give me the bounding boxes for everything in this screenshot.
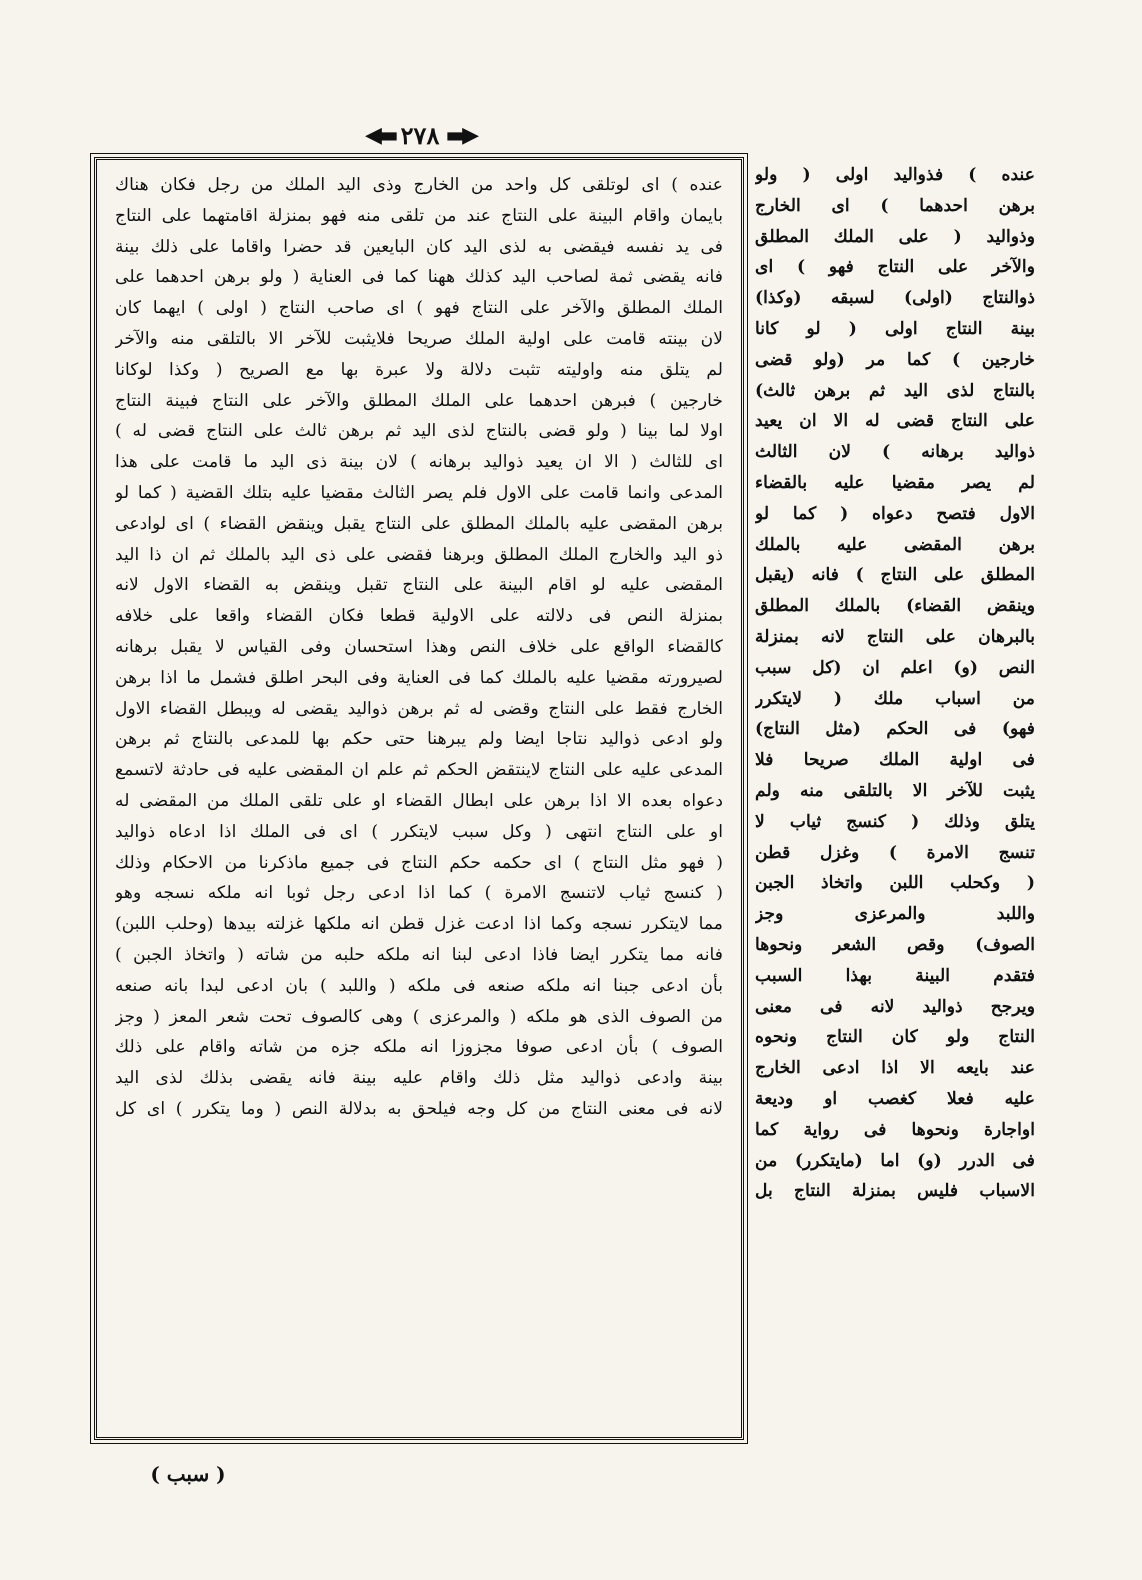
right-ornament-icon: ▬▶ bbox=[445, 122, 476, 148]
commentary-line: الملك المطلق والآخر على النتاج فهو ) اى صاحب النتاج ( اولى ) ايهما كان bbox=[115, 298, 723, 319]
matn-line: الاول فتصح دعواه ( كما لو bbox=[755, 503, 1035, 524]
matn-line: خارجين ) كما مر (ولو قضى bbox=[755, 349, 1035, 370]
commentary-line: عنده ) اى لوتلقى كل واحد من الخارج وذى اليد الملك من رجل فكان هناك bbox=[115, 175, 723, 195]
matn-line: برهن احدهما ) اى الخارج bbox=[755, 195, 1035, 216]
commentary-frame bbox=[94, 157, 744, 1440]
matn-line: من اسباب ملك ( لايتكرر bbox=[755, 688, 1035, 709]
matn-line: فهو) فى الحكم (مثل النتاج) bbox=[755, 719, 1035, 740]
matn-line: فى الدرر (و) اما (مايتكرر) من bbox=[755, 1150, 1035, 1171]
left-ornament-icon: ◀▬ bbox=[364, 122, 395, 148]
matn-line: ويرجح ذواليد لانه فى معنى bbox=[755, 996, 1035, 1017]
commentary-line: ولو ادعى ذواليد نتاجا ايضا ولم يبرهنا حتى حكم بها للمدعى بالنتاج ثم برهن bbox=[115, 729, 723, 750]
commentary-line: الصوف ) بأن ادعى صوفا مجزوزا انه ملكه جزه من شاته واقام على ذلك bbox=[115, 1037, 723, 1058]
commentary-line: بمنزلة النص فى دلالته على الاولية قطعا فكان القضاء واقعا على خلافه bbox=[115, 606, 723, 627]
commentary-line: من الصوف الذى هو ملكه ( والمرعزى ) وهى كالصوف تحت شعر المعز ( وجز bbox=[115, 1006, 723, 1027]
matn-column bbox=[755, 160, 1035, 1440]
commentary-line: برهن المقضى عليه بالملك المطلق على النتاج يقبل وينقض القضاء ) اى لوادعى bbox=[115, 513, 723, 534]
matn-line: واللبد والمرعزى وجز bbox=[755, 904, 1035, 925]
catchword: ( سبب ) bbox=[150, 1462, 226, 1486]
commentary-line: كالقضاء الواقع على خلاف النص وهذا استحسان وفى القياس لا يقبل برهانه bbox=[115, 636, 723, 657]
commentary-line: لصيرورته مقضيا عليه بالملك كما فى العناية وفى البحر اطلق فشمل ما اذا برهن bbox=[115, 667, 723, 688]
matn-line: يتلق وذلك ( كنسج ثياب لا bbox=[755, 811, 1035, 832]
matn-line: المطلق على النتاج ) فانه (يقبل bbox=[755, 565, 1035, 586]
matn-line: الصوف) وقص الشعر ونحوها bbox=[755, 934, 1035, 955]
commentary-line: فانه مما يتكرر ايضا فاذا ادعى لبنا انه ملكه حلبه من شاته ( واتخاذ الجبن ) bbox=[115, 944, 723, 965]
matn-line: وذواليد ( على الملك المطلق bbox=[755, 226, 1035, 247]
commentary-line: بينة وادعى ذواليد مثل ذلك واقام عليه بينة فانه يقضى بذلك لذى اليد bbox=[115, 1068, 723, 1089]
matn-line: الاسباب فليس بمنزلة النتاج بل bbox=[755, 1181, 1035, 1202]
matn-line: ذوالنتاج (اولى) لسبقه (وكذا) bbox=[755, 288, 1035, 309]
matn-line: النص (و) اعلم ان (كل سبب bbox=[755, 657, 1035, 678]
commentary-line: المدعى وانما قامت على الاول فلم يصر الثالث مقضيا عليه بتلك القضية ( كما لو bbox=[115, 482, 723, 503]
matn-line: فى اولية الملك صريحا فلا bbox=[755, 750, 1035, 771]
matn-line: لم يصر مقضيا عليه بالقضاء bbox=[755, 472, 1035, 493]
commentary-line: بأن ادعى جبنا انه ملكه صنعه فى ملكه ( واللبد ) بان ادعى لبدا بانه صنعه bbox=[115, 975, 723, 996]
matn-line: ( وكحلب اللبن واتخاذ الجبن bbox=[755, 873, 1035, 894]
matn-line: عند بايعه الا اذا ادعى الخارج bbox=[755, 1058, 1035, 1079]
commentary-line: المقضى عليه لو اقام البينة على النتاج تقبل وينقض به القضاء الاول لانه bbox=[115, 575, 723, 596]
commentary-line: لم يتلق منه واوليته تثبت دلالة ولا عبرة بها مع الصريح ( وكذا لوكانا bbox=[115, 359, 723, 380]
commentary-line: مما لايتكرر نسجه وكما اذا ادعت غزل قطن انه ملكها غزلته بيدها (وحلب اللبن) bbox=[115, 914, 723, 935]
commentary-line: اولا لما بينا ( ولو قضى بالنتاج لذى اليد ثم برهن ثالث على النتاج قضى له ) bbox=[115, 421, 723, 442]
matn-line: النتاج ولو كان النتاج ونحوه bbox=[755, 1027, 1035, 1048]
matn-line: برهن المقضى عليه بالملك bbox=[755, 534, 1035, 555]
matn-line: يثبت للآخر الا بالتلقى منه ولم bbox=[755, 780, 1035, 801]
commentary-line: ( كنسج ثياب لاتنسج الامرة ) كما اذا ادعى رجل ثوبا انه ملكه نسجه وهو bbox=[115, 883, 723, 904]
commentary-line: لانه فى معنى النتاج من كل وجه فيلحق به بدلالة النص ( وما يتكرر ) اى كل bbox=[115, 1098, 723, 1119]
commentary-line: فانه يقضى ثمة لصاحب اليد كذلك ههنا كما فى العناية ( ولو برهن احدهما على bbox=[115, 267, 723, 288]
matn-line: عليه فعلا كغصب او وديعة bbox=[755, 1088, 1035, 1109]
matn-line: بينة النتاج اولى ( لو كانا bbox=[755, 318, 1035, 339]
matn-line: عنده ) فذواليد اولى ( ولو bbox=[755, 165, 1035, 185]
matn-line: تنسج الامرة ) وغزل قطن bbox=[755, 842, 1035, 863]
matn-line: فتقدم البينة بهذا السبب bbox=[755, 965, 1035, 986]
matn-line: اواجارة ونحوها فى رواية كما bbox=[755, 1119, 1035, 1140]
commentary-line: ذو اليد والخارج الملك المطلق وبرهنا فقضى على ذى اليد بالملك ثم ان ذا اليد bbox=[115, 544, 723, 565]
commentary-line: ( فهو مثل النتاج ) اى حكمه حكم النتاج فى جميع ماذكرنا من الاحكام وذلك bbox=[115, 852, 723, 873]
commentary-line: فى يد نفسه فيقضى به لذى اليد كان البايعين قد حضرا واقاما على ذلك بينة bbox=[115, 236, 723, 257]
commentary-line: بايمان واقام البينة على النتاج عند من تلقى منه فهو بمنزلة اقامتهما على النتاج bbox=[115, 205, 723, 226]
matn-line: وينقض القضاء) بالملك المطلق bbox=[755, 596, 1035, 617]
commentary-line: او على النتاج انتهى ( وكل سبب لايتكرر ) اى فى الملك اذا ادعاه ذواليد bbox=[115, 821, 723, 842]
commentary-line: خارجين ) فبرهن احدهما على الملك المطلق والآخر على النتاج فبينة النتاج bbox=[115, 390, 723, 411]
matn-line: بالنتاج لذى اليد ثم برهن ثالث) bbox=[755, 380, 1035, 401]
commentary-line: اى للثالث ( الا ان يعيد ذواليد برهانه ) لان بينة ذى اليد ما قامت على هذا bbox=[115, 452, 723, 473]
commentary-line: المدعى عليه على النتاج لاينتقض الحكم ثم علم ان المقضى عليه فى حادثة لاتسمع bbox=[115, 760, 723, 781]
page-number bbox=[335, 118, 505, 152]
commentary-line: دعواه بعده الا اذا برهن على ابطال القضاء او على تلقى الملك من المقضى له bbox=[115, 790, 723, 811]
matn-line: بالبرهان على النتاج لانه بمنزلة bbox=[755, 626, 1035, 647]
matn-line: والآخر على النتاج فهو ) اى bbox=[755, 257, 1035, 278]
matn-line: ذواليد برهانه ) لان الثالث bbox=[755, 442, 1035, 463]
commentary-line: لان بينته قامت على اولية الملك صريحا فلايثبت للآخر الا بالتلقى منه والآخر bbox=[115, 328, 723, 349]
commentary-line: الخارج فقط على النتاج وقضى له ثم برهن ذواليد يقضى له ويبطل القضاء الاول bbox=[115, 698, 723, 719]
matn-line: على النتاج قضى له الا ان يعيد bbox=[755, 411, 1035, 432]
page-number-text: ٢٧٨ bbox=[400, 120, 440, 150]
